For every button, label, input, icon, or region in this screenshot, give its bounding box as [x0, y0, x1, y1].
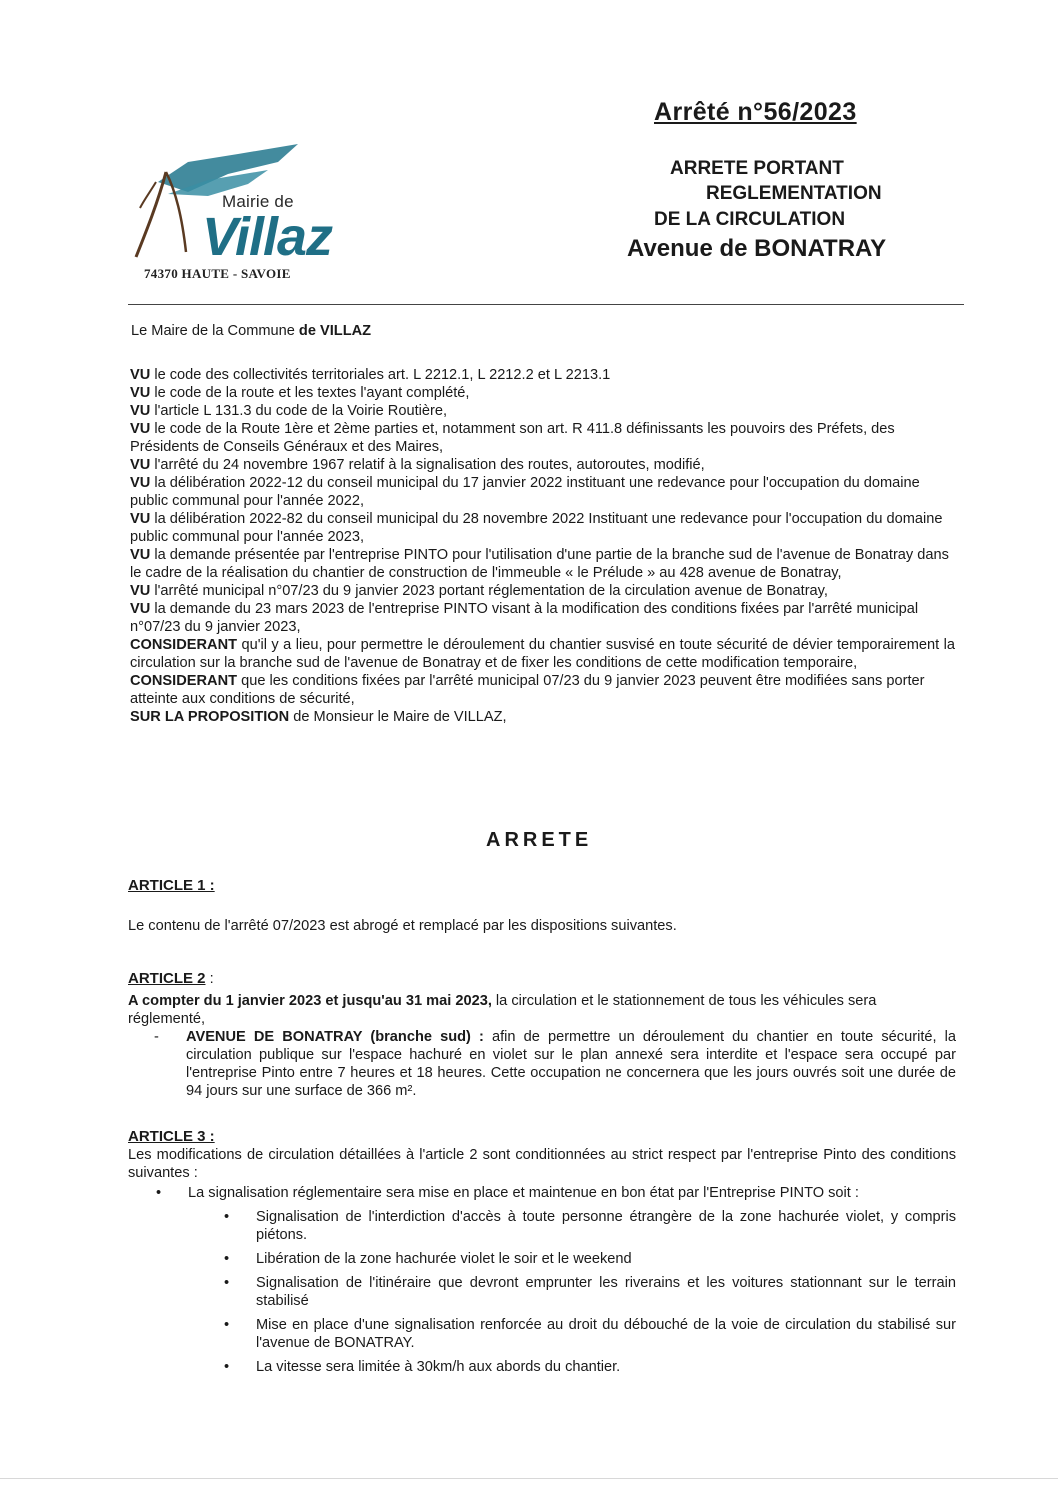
consideration-item: [130, 384, 955, 402]
consideration-text: l'article L 131.3 du code de la Voirie Routière,: [150, 403, 448, 419]
article-2-item-text: afin de permettre un déroulement du chantier en toute sécurité, la circulation publique sur l'espace hachuré en violet sur le plan annexé sera interdite et l'espace sera occupé par l'entreprise Pinto entre 7 heures et 18 heures. Cette occupation ne concernera que les jours ouvrés soit une durée de 94 jours sur une surface de 366 m².: [186, 1029, 957, 1099]
article-2-lead-text: la circulation et le stationnement de tous les véhicules sera réglementé,: [128, 993, 877, 1027]
article-2-title-suffix: :: [205, 971, 214, 987]
bullet-marker: •: [224, 1317, 230, 1333]
dash-marker: -: [154, 1029, 159, 1045]
bullet-marker: •: [224, 1209, 230, 1225]
consideration-text: la délibération 2022-82 du conseil municipal du 28 novembre 2022 Instituant une redevance pour l'occupation du domaine public communal pour l'année 2023,: [130, 511, 943, 545]
consideration-text: la demande présentée par l'entreprise PINTO pour l'utilisation d'une partie de la branche sud de l'avenue de Bonatray dans le cadre de la réalisation du chantier de construction de l'immeuble « le Prélude » au 428 avenue de Bonatray,: [130, 547, 949, 581]
consideration-item: [130, 636, 955, 672]
sub-bullet-text: Signalisation de l'itinéraire que devront emprunter les riverains et les voitures stationnant sur le terrain stabilisé: [256, 1275, 956, 1309]
consideration-item: [130, 708, 955, 726]
consideration-item: [130, 672, 955, 708]
consideration-item: [130, 456, 955, 474]
header-divider: [128, 304, 964, 305]
header-line-2: REGLEMENTATION: [706, 183, 882, 204]
article-2-item: [128, 1028, 956, 1100]
consideration-lead: VU: [130, 403, 151, 419]
consideration-item: [130, 582, 955, 600]
considerations-list: [130, 366, 955, 726]
logo-department: 74370 HAUTE - SAVOIE: [144, 266, 291, 281]
villaz-logo: [128, 122, 338, 282]
consideration-text: l'arrêté municipal n°07/23 du 9 janvier 2023 portant réglementation de la circulation avenue de Bonatray,: [150, 583, 828, 599]
consideration-item: [130, 474, 955, 510]
maire-prefix: Le Maire de la Commune: [131, 323, 299, 339]
consideration-lead: SUR LA PROPOSITION: [130, 709, 290, 725]
header-line-1: ARRETE PORTANT: [670, 158, 844, 179]
consideration-text: l'arrêté du 24 novembre 1967 relatif à la signalisation des routes, autoroutes, modifié,: [150, 457, 705, 473]
logo-mairie-text: Mairie de: [222, 192, 294, 211]
page-bottom-edge: [0, 1478, 1058, 1479]
consideration-lead: VU: [130, 511, 151, 527]
header-line-4: Avenue de BONATRAY: [627, 235, 887, 262]
article-3-sub-bullet: [128, 1250, 956, 1268]
consideration-item: [130, 546, 955, 582]
bullet-marker: •: [224, 1275, 230, 1291]
consideration-lead: VU: [130, 583, 151, 599]
consideration-item: [130, 402, 955, 420]
consideration-text: la demande du 23 mars 2023 de l'entreprise PINTO visant à la modification des conditions fixées par l'arrêté municipal n°07/23 du 9 janvier 2023,: [130, 601, 919, 635]
article-2-title: ARTICLE 2: [128, 970, 206, 987]
article-3-title: ARTICLE 3 :: [128, 1128, 215, 1145]
consideration-lead: CONSIDERANT: [130, 673, 238, 689]
arrete-title: ARRETE: [486, 829, 593, 851]
consideration-lead: VU: [130, 475, 151, 491]
consideration-text: la délibération 2022-12 du conseil municipal du 17 janvier 2022 instituant une redevance pour l'occupation du domaine public communal pour l'année 2022,: [130, 475, 920, 509]
bullet-marker: •: [224, 1359, 230, 1375]
header-line-3: DE LA CIRCULATION: [654, 209, 846, 230]
consideration-lead: VU: [130, 385, 151, 401]
article-1-title: ARTICLE 1 :: [128, 877, 215, 894]
consideration-text: le code de la Route 1ère et 2ème parties et, notamment son art. R 411.8 définissants les pouvoirs des Préfets, des Présidents de Conseils Généraux et des Maires,: [130, 421, 895, 455]
article-3-intro: Les modifications de circulation détaillées à l'article 2 sont conditionnées au strict respect par l'entreprise Pinto des conditions suivantes :: [128, 1147, 956, 1181]
article-3-sub-bullet: [128, 1316, 956, 1352]
logo-villaz-text: Villaz: [202, 207, 333, 267]
consideration-text: le code de la route et les textes l'ayant complété,: [150, 385, 470, 401]
article-2-item-bold: AVENUE DE BONATRAY (branche sud) :: [186, 1029, 484, 1045]
consideration-text: le code des collectivités territoriales art. L 2212.1, L 2212.2 et L 2213.1: [150, 367, 611, 383]
consideration-lead: CONSIDERANT: [130, 637, 238, 653]
article-3-sub-bullet: [128, 1208, 956, 1244]
maire-line: [131, 322, 371, 340]
sub-bullet-text: Mise en place d'une signalisation renforcée au droit du débouché de la voie de circulation du stabilisé sur l'avenue de BONATRAY.: [256, 1317, 956, 1351]
consideration-lead: VU: [130, 547, 151, 563]
consideration-lead: VU: [130, 601, 151, 617]
consideration-lead: VU: [130, 457, 151, 473]
article-3-main-bullet: [128, 1184, 956, 1202]
consideration-item: [130, 510, 955, 546]
article-2-heading: [128, 970, 956, 988]
article-3-sub-bullet: [128, 1274, 956, 1310]
sub-bullet-text: La vitesse sera limitée à 30km/h aux abords du chantier.: [256, 1359, 621, 1375]
sub-bullet-text: Libération de la zone hachurée violet le soir et le weekend: [256, 1251, 632, 1267]
bullet-marker: •: [224, 1251, 230, 1267]
consideration-item: [130, 366, 955, 384]
article-2-lead-bold: A compter du 1 janvier 2023 et jusqu'au 31 mai 2023,: [128, 993, 492, 1009]
article-1-text: Le contenu de l'arrêté 07/2023 est abrogé et remplacé par les dispositions suivantes.: [128, 918, 677, 934]
consideration-item: [130, 420, 955, 456]
article-2: [128, 970, 956, 1100]
consideration-text: de Monsieur le Maire de VILLAZ,: [289, 709, 507, 725]
article-3: [128, 1128, 956, 1376]
article-2-lead: [128, 992, 956, 1028]
article-1: [128, 877, 956, 935]
consideration-text: qu'il y a lieu, pour permettre le déroulement du chantier susvisé en toute sécurité de dévier temporairement la circulation sur la branche sud de l'avenue de Bonatray et de fixer les conditions de cette modification temporaire,: [130, 637, 955, 671]
consideration-lead: VU: [130, 421, 151, 437]
sub-bullet-text: Signalisation de l'interdiction d'accès à toute personne étrangère de la zone hachurée violet, y compris piétons.: [256, 1209, 956, 1243]
consideration-text: que les conditions fixées par l'arrêté municipal 07/23 du 9 janvier 2023 peuvent être modifiées sans porter atteinte aux conditions de sécurité,: [130, 673, 925, 707]
article-3-main-bullet-text: La signalisation réglementaire sera mise en place et maintenue en bon état par l'Entreprise PINTO soit :: [188, 1185, 859, 1201]
arrete-number: Arrêté n°56/2023: [654, 98, 857, 126]
maire-commune: de VILLAZ: [298, 323, 372, 339]
consideration-lead: VU: [130, 367, 151, 383]
article-3-sub-bullet: [128, 1358, 956, 1376]
consideration-item: [130, 600, 955, 636]
bullet-marker: •: [156, 1185, 162, 1201]
